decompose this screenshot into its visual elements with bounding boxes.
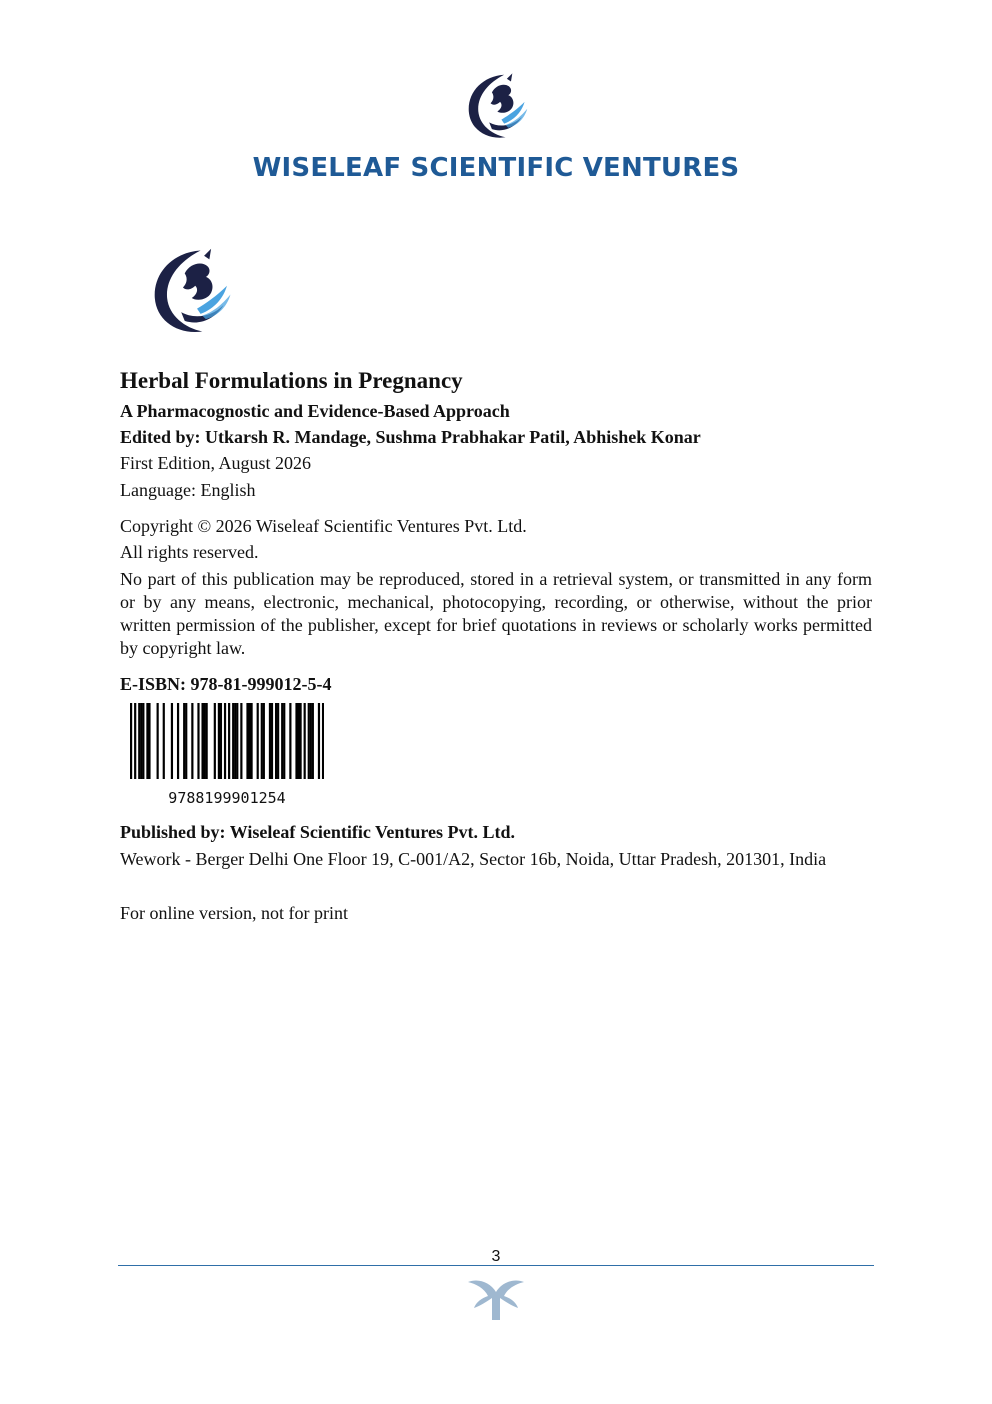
barcode-bar bbox=[304, 703, 306, 779]
barcode-bar bbox=[250, 703, 252, 779]
book-title: Herbal Formulations in Pregnancy bbox=[120, 368, 463, 393]
barcode-bar bbox=[269, 703, 271, 779]
barcode-bar bbox=[299, 703, 301, 779]
barcode-bar bbox=[197, 703, 199, 779]
barcode-bar bbox=[275, 703, 277, 779]
barcode-bar bbox=[163, 703, 165, 779]
barcode-bar bbox=[183, 703, 185, 779]
publisher-address: Wework - Berger Delhi One Floor 19, C-001/A2, Sector 16b, Noida, Uttar Pradesh, 201301, India bbox=[120, 849, 827, 869]
barcode-bar bbox=[220, 703, 222, 779]
barcode-bar bbox=[228, 703, 230, 779]
book-editors: Edited by: Utkarsh R. Mandage, Sushma Prabhakar Patil, Abhishek Konar bbox=[120, 427, 701, 447]
barcode-bar bbox=[191, 703, 193, 779]
barcode-bar bbox=[140, 703, 142, 779]
barcode-bar bbox=[318, 703, 320, 779]
barcode-digits: 9788199901254 bbox=[168, 789, 286, 807]
wiseleaf-logo-icon bbox=[146, 244, 234, 338]
barcode-bar bbox=[148, 703, 150, 779]
barcode-bar bbox=[295, 703, 297, 779]
barcode-bar bbox=[322, 703, 324, 779]
barcode-bar bbox=[138, 703, 140, 779]
barcode-bar bbox=[232, 703, 234, 779]
book-edition: First Edition, August 2026 bbox=[120, 453, 312, 473]
barcode-bar bbox=[171, 703, 173, 779]
rights-reserved: All rights reserved. bbox=[120, 542, 259, 562]
barcode-bar bbox=[310, 703, 312, 779]
barcode-bar bbox=[271, 703, 273, 779]
leaf-sprout-icon bbox=[466, 1276, 526, 1322]
barcode-bar bbox=[312, 703, 314, 779]
copyright-notice: No part of this publication may be reproduced, stored in a retrieval system, or transmitted in any form or by any means, electronic, mechanical, photocopying, recording, or otherwise, without the prior written permission of the publisher, except for brief quotations in reviews or scholarly works permitted by copyright law. bbox=[120, 569, 872, 658]
barcode-bar bbox=[283, 703, 285, 779]
barcode-bar bbox=[297, 703, 299, 779]
barcode-bar bbox=[185, 703, 187, 779]
barcode-bar bbox=[234, 703, 236, 779]
barcode-bar bbox=[201, 703, 203, 779]
barcode-bar bbox=[224, 703, 226, 779]
barcode-bar bbox=[277, 703, 279, 779]
barcode-bar bbox=[246, 703, 248, 779]
barcode-bar bbox=[257, 703, 259, 779]
publisher-name: WISELEAF SCIENTIFIC VENTURES bbox=[252, 153, 740, 183]
barcode-bar bbox=[130, 703, 132, 779]
barcode-bar bbox=[308, 703, 310, 779]
barcode-bar bbox=[248, 703, 250, 779]
barcode-bar bbox=[157, 703, 159, 779]
barcode-bar bbox=[177, 703, 179, 779]
barcode-bar bbox=[142, 703, 144, 779]
published-by: Published by: Wiseleaf Scientific Ventures Pvt. Ltd. bbox=[120, 822, 516, 842]
online-version-note: For online version, not for print bbox=[120, 903, 348, 923]
isbn-barcode bbox=[130, 703, 324, 779]
isbn-label: E-ISBN: 978-81-999012-5-4 bbox=[120, 674, 332, 694]
barcode-bar bbox=[261, 703, 263, 779]
barcode-bar bbox=[263, 703, 265, 779]
barcode-bar bbox=[240, 703, 242, 779]
book-subtitle: A Pharmacognostic and Evidence-Based Approach bbox=[120, 401, 510, 421]
footer-divider bbox=[118, 1265, 874, 1266]
barcode-bar bbox=[214, 703, 216, 779]
barcode-bar bbox=[134, 703, 136, 779]
barcode-bar bbox=[281, 703, 283, 779]
page-number: 3 bbox=[491, 1248, 501, 1265]
wiseleaf-logo-icon bbox=[462, 70, 530, 142]
barcode-bar bbox=[236, 703, 238, 779]
book-language: Language: English bbox=[120, 480, 256, 500]
barcode-bar bbox=[206, 703, 208, 779]
copyright-line: Copyright © 2026 Wiseleaf Scientific Ventures Pvt. Ltd. bbox=[120, 516, 527, 536]
barcode-bar bbox=[218, 703, 220, 779]
barcode-bar bbox=[289, 703, 291, 779]
barcode-bar bbox=[204, 703, 206, 779]
barcode-bar bbox=[146, 703, 148, 779]
